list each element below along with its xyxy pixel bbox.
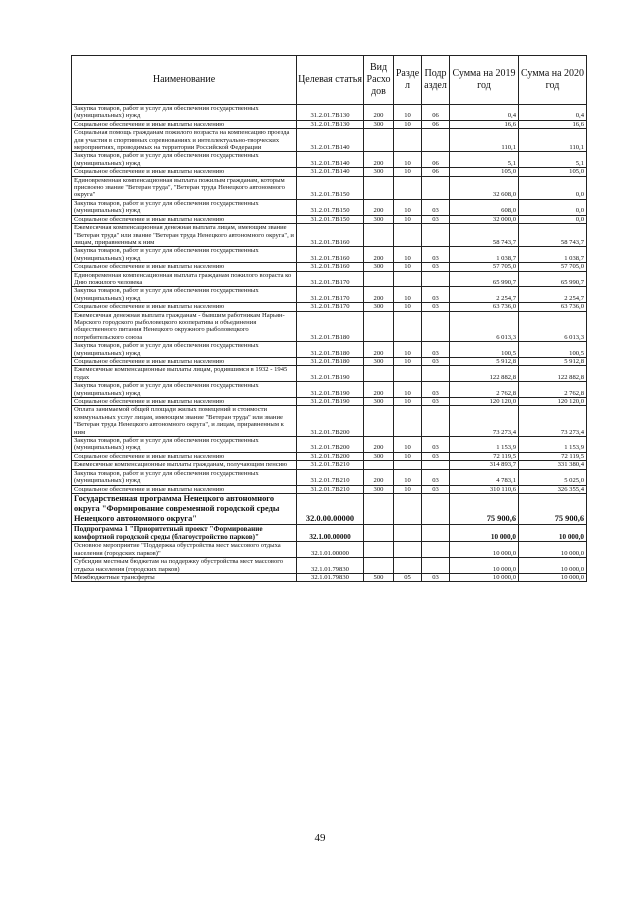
cell-sum-2020: 6 013,3 <box>519 311 587 342</box>
cell-subsection: 06 <box>422 168 450 176</box>
cell-subsection: 03 <box>422 215 450 223</box>
cell-sum-2019: 32 608,0 <box>450 176 519 199</box>
cell-expense-type <box>364 129 394 152</box>
cell-expense-type: 300 <box>364 358 394 366</box>
cell-name: Государственная программа Ненецкого автономного округа "Формирование современной городской среды Ненецкого автономного округа" <box>72 493 297 524</box>
cell-section <box>394 524 422 541</box>
table-body <box>72 105 587 582</box>
cell-sum-2019: 72 119,5 <box>450 452 519 460</box>
cell-section <box>394 542 422 558</box>
cell-section <box>394 176 422 199</box>
cell-target-article: 31.2.01.7В190 <box>297 382 364 398</box>
table-row <box>72 366 587 382</box>
cell-sum-2020: 331 380,4 <box>519 461 587 469</box>
cell-expense-type: 200 <box>364 105 394 121</box>
page-number: 49 <box>314 832 326 844</box>
cell-section: 10 <box>394 199 422 215</box>
cell-target-article: 31.2.01.7В150 <box>297 176 364 199</box>
cell-sum-2020: 0,4 <box>519 105 587 121</box>
budget-table <box>71 55 587 582</box>
cell-sum-2019: 10 000,0 <box>450 558 519 574</box>
cell-sum-2020: 10 000,0 <box>519 524 587 541</box>
header-sum-2019: Сумма на 2019 год <box>450 56 519 105</box>
cell-expense-type: 300 <box>364 452 394 460</box>
cell-sum-2020: 0,0 <box>519 215 587 223</box>
cell-sum-2020: 110,1 <box>519 129 587 152</box>
cell-sum-2020: 105,0 <box>519 168 587 176</box>
cell-section: 10 <box>394 398 422 406</box>
cell-sum-2019: 0,4 <box>450 105 519 121</box>
cell-expense-type: 300 <box>364 215 394 223</box>
cell-name: Закупка товаров, работ и услуг для обеспечения государственных (муниципальных) нужд <box>72 105 297 121</box>
cell-target-article: 32.1.01.79830 <box>297 573 364 581</box>
cell-expense-type <box>364 558 394 574</box>
cell-expense-type <box>364 461 394 469</box>
cell-section: 10 <box>394 485 422 493</box>
cell-section <box>394 129 422 152</box>
cell-name: Закупка товаров, работ и услуг для обеспечения государственных (муниципальных) нужд <box>72 342 297 358</box>
cell-section <box>394 271 422 287</box>
cell-name: Социальное обеспечение и иные выплаты населению <box>72 120 297 128</box>
table-row <box>72 199 587 215</box>
cell-sum-2019: 120 120,0 <box>450 398 519 406</box>
table-row <box>72 524 587 541</box>
cell-target-article: 31.2.01.7В190 <box>297 398 364 406</box>
cell-section <box>394 558 422 574</box>
cell-target-article: 31.2.01.7В190 <box>297 366 364 382</box>
cell-target-article: 31.2.01.7В210 <box>297 469 364 485</box>
cell-subsection <box>422 311 450 342</box>
cell-subsection: 03 <box>422 247 450 263</box>
cell-subsection: 03 <box>422 342 450 358</box>
cell-target-article: 31.2.01.7В150 <box>297 215 364 223</box>
cell-section: 10 <box>394 168 422 176</box>
cell-name: Закупка товаров, работ и услуг для обеспечения государственных (муниципальных) нужд <box>72 469 297 485</box>
cell-sum-2020: 5 025,0 <box>519 469 587 485</box>
cell-section <box>394 311 422 342</box>
table-row <box>72 168 587 176</box>
cell-subsection: 03 <box>422 358 450 366</box>
table-row <box>72 152 587 168</box>
cell-sum-2019: 110,1 <box>450 129 519 152</box>
cell-sum-2019: 10 000,0 <box>450 573 519 581</box>
cell-sum-2020: 10 000,0 <box>519 542 587 558</box>
cell-sum-2019: 75 900,6 <box>450 493 519 524</box>
cell-sum-2020: 73 273,4 <box>519 406 587 437</box>
cell-expense-type: 300 <box>364 120 394 128</box>
cell-section <box>394 224 422 247</box>
cell-section: 10 <box>394 287 422 303</box>
table-row <box>72 311 587 342</box>
cell-sum-2019: 65 990,7 <box>450 271 519 287</box>
table-row <box>72 271 587 287</box>
cell-subsection: 03 <box>422 287 450 303</box>
table-row <box>72 263 587 271</box>
cell-sum-2020: 10 000,0 <box>519 558 587 574</box>
cell-expense-type: 300 <box>364 263 394 271</box>
cell-subsection: 03 <box>422 382 450 398</box>
cell-section: 10 <box>394 469 422 485</box>
table-row <box>72 469 587 485</box>
cell-sum-2020: 0,0 <box>519 176 587 199</box>
cell-name: Социальное обеспечение и иные выплаты населению <box>72 358 297 366</box>
cell-target-article: 31.2.01.7В180 <box>297 342 364 358</box>
cell-target-article: 31.2.01.7В170 <box>297 287 364 303</box>
cell-name: Подпрограмма 1 "Приоритетный проект "Формирование комфортной городской среды (благоустройство парков)" <box>72 524 297 541</box>
cell-target-article: 31.2.01.7В170 <box>297 303 364 311</box>
cell-expense-type: 200 <box>364 437 394 453</box>
cell-section: 10 <box>394 215 422 223</box>
cell-subsection: 06 <box>422 120 450 128</box>
cell-sum-2020: 5,1 <box>519 152 587 168</box>
cell-sum-2020: 58 743,7 <box>519 224 587 247</box>
cell-subsection: 03 <box>422 303 450 311</box>
cell-target-article: 31.2.01.7В200 <box>297 452 364 460</box>
cell-expense-type <box>364 176 394 199</box>
cell-name: Социальное обеспечение и иные выплаты населению <box>72 303 297 311</box>
table-row <box>72 303 587 311</box>
cell-section: 05 <box>394 573 422 581</box>
cell-sum-2020: 326 355,4 <box>519 485 587 493</box>
table-row <box>72 542 587 558</box>
cell-sum-2020: 5 912,8 <box>519 358 587 366</box>
cell-target-article: 31.2.01.7В180 <box>297 311 364 342</box>
cell-name: Единовременная компенсационная выплата пожилым гражданам, которым присвоено звание "Ветеран труда", "Ветеран труда Ненецкого автономного округа" <box>72 176 297 199</box>
cell-expense-type <box>364 311 394 342</box>
cell-expense-type <box>364 366 394 382</box>
cell-section: 10 <box>394 452 422 460</box>
cell-section <box>394 461 422 469</box>
cell-name: Ежемесячные компенсационные выплаты лицам, родившимся в 1932 - 1945 годах <box>72 366 297 382</box>
cell-sum-2019: 4 783,1 <box>450 469 519 485</box>
cell-sum-2019: 1 038,7 <box>450 247 519 263</box>
cell-expense-type <box>364 493 394 524</box>
cell-name: Закупка товаров, работ и услуг для обеспечения государственных (муниципальных) нужд <box>72 247 297 263</box>
cell-expense-type: 200 <box>364 342 394 358</box>
header-section: Разде л <box>394 56 422 105</box>
cell-expense-type: 500 <box>364 573 394 581</box>
cell-target-article: 31.2.01.7В130 <box>297 120 364 128</box>
table-row <box>72 176 587 199</box>
cell-section: 10 <box>394 358 422 366</box>
cell-section: 10 <box>394 105 422 121</box>
cell-sum-2020: 57 705,0 <box>519 263 587 271</box>
cell-sum-2020: 65 990,7 <box>519 271 587 287</box>
header-target-article: Целевая статья <box>297 56 364 105</box>
cell-sum-2020: 2 254,7 <box>519 287 587 303</box>
cell-target-article: 31.2.01.7В180 <box>297 358 364 366</box>
cell-target-article: 32.1.00.00000 <box>297 524 364 541</box>
table-header-row <box>72 56 587 105</box>
cell-target-article: 31.2.01.7В130 <box>297 105 364 121</box>
cell-subsection: 03 <box>422 452 450 460</box>
cell-sum-2019: 5 912,8 <box>450 358 519 366</box>
table-row <box>72 120 587 128</box>
cell-target-article: 31.2.01.7В210 <box>297 461 364 469</box>
cell-sum-2020: 10 000,0 <box>519 573 587 581</box>
cell-sum-2019: 100,5 <box>450 342 519 358</box>
cell-expense-type: 200 <box>364 469 394 485</box>
cell-expense-type <box>364 524 394 541</box>
cell-subsection <box>422 558 450 574</box>
cell-subsection <box>422 493 450 524</box>
cell-target-article: 31.2.01.7В140 <box>297 129 364 152</box>
cell-expense-type <box>364 224 394 247</box>
cell-name: Ежемесячная денежная выплата гражданам - бывшим работникам Нарьян-Марского городского рыболовецкого кооператива и объединения общественного питания Ненецкого окружного рыболовецкого потребительского союза <box>72 311 297 342</box>
cell-sum-2020: 63 736,0 <box>519 303 587 311</box>
cell-name: Закупка товаров, работ и услуг для обеспечения государственных (муниципальных) нужд <box>72 199 297 215</box>
table-row <box>72 287 587 303</box>
cell-sum-2020: 2 762,8 <box>519 382 587 398</box>
cell-expense-type: 200 <box>364 152 394 168</box>
cell-section: 10 <box>394 382 422 398</box>
cell-sum-2019: 63 736,0 <box>450 303 519 311</box>
cell-subsection <box>422 129 450 152</box>
cell-expense-type: 300 <box>364 485 394 493</box>
cell-subsection: 03 <box>422 263 450 271</box>
cell-sum-2019: 10 000,0 <box>450 542 519 558</box>
cell-target-article: 31.2.01.7В150 <box>297 199 364 215</box>
cell-sum-2019: 57 705,0 <box>450 263 519 271</box>
cell-name: Социальное обеспечение и иные выплаты населению <box>72 398 297 406</box>
cell-sum-2019: 16,6 <box>450 120 519 128</box>
cell-sum-2019: 122 882,8 <box>450 366 519 382</box>
cell-subsection: 03 <box>422 398 450 406</box>
cell-name: Субсидии местным бюджетам на поддержку обустройства мест массового отдыха населения (городских парков) <box>72 558 297 574</box>
table-row <box>72 573 587 581</box>
cell-subsection <box>422 366 450 382</box>
cell-name: Закупка товаров, работ и услуг для обеспечения государственных (муниципальных) нужд <box>72 152 297 168</box>
cell-name: Социальное обеспечение и иные выплаты населению <box>72 452 297 460</box>
cell-section: 10 <box>394 263 422 271</box>
header-sum-2020: Сумма на 2020 год <box>519 56 587 105</box>
cell-name: Единовременная компенсационная выплата гражданам пожилого возраста ко Дню пожилого человека <box>72 271 297 287</box>
cell-sum-2020: 100,5 <box>519 342 587 358</box>
cell-section <box>394 366 422 382</box>
cell-expense-type <box>364 542 394 558</box>
table-row <box>72 485 587 493</box>
cell-target-article: 31.2.01.7В140 <box>297 168 364 176</box>
cell-target-article: 32.1.01.00000 <box>297 542 364 558</box>
table-row <box>72 358 587 366</box>
cell-expense-type: 200 <box>364 199 394 215</box>
cell-target-article: 31.2.01.7В200 <box>297 406 364 437</box>
cell-expense-type: 200 <box>364 247 394 263</box>
cell-expense-type <box>364 406 394 437</box>
table-row <box>72 129 587 152</box>
cell-expense-type: 300 <box>364 398 394 406</box>
cell-name: Межбюджетные трансферты <box>72 573 297 581</box>
cell-expense-type: 200 <box>364 287 394 303</box>
cell-sum-2019: 608,0 <box>450 199 519 215</box>
cell-subsection <box>422 461 450 469</box>
cell-name: Социальная помощь гражданам пожилого возраста на компенсацию проезда для участия в спортивных соревнованиях и интеллектуально-творческих мероприятиях, проводимых на территории Российской Федерации <box>72 129 297 152</box>
cell-section <box>394 406 422 437</box>
cell-name: Социальное обеспечение и иные выплаты населению <box>72 168 297 176</box>
cell-expense-type: 300 <box>364 168 394 176</box>
cell-section: 10 <box>394 247 422 263</box>
cell-target-article: 31.2.01.7В160 <box>297 263 364 271</box>
cell-name: Оплата занимаемой общей площади жилых помещений и стоимости коммунальных услуг лицам, имеющим звание "Ветеран труда" или звание "Ветеран труда Ненецкого автономного округа", и лицам, приравненным к ним <box>72 406 297 437</box>
cell-subsection: 06 <box>422 152 450 168</box>
cell-sum-2019: 5,1 <box>450 152 519 168</box>
cell-name: Социальное обеспечение и иные выплаты населению <box>72 215 297 223</box>
cell-name: Закупка товаров, работ и услуг для обеспечения государственных (муниципальных) нужд <box>72 382 297 398</box>
cell-section: 10 <box>394 437 422 453</box>
table-row <box>72 382 587 398</box>
cell-sum-2020: 120 120,0 <box>519 398 587 406</box>
table-row <box>72 452 587 460</box>
cell-subsection: 03 <box>422 199 450 215</box>
table-row <box>72 493 587 524</box>
table-row <box>72 247 587 263</box>
cell-name: Социальное обеспечение и иные выплаты населению <box>72 263 297 271</box>
table-row <box>72 342 587 358</box>
cell-sum-2020: 122 882,8 <box>519 366 587 382</box>
cell-expense-type: 300 <box>364 303 394 311</box>
cell-subsection <box>422 271 450 287</box>
table-row <box>72 398 587 406</box>
table-row <box>72 105 587 121</box>
cell-expense-type <box>364 271 394 287</box>
cell-sum-2020: 16,6 <box>519 120 587 128</box>
cell-sum-2019: 2 762,8 <box>450 382 519 398</box>
cell-name: Основное мероприятие "Поддержка обустройства мест массового отдыха населения (городских парков)" <box>72 542 297 558</box>
cell-subsection <box>422 224 450 247</box>
cell-subsection: 06 <box>422 105 450 121</box>
cell-subsection: 03 <box>422 437 450 453</box>
cell-sum-2019: 32 000,0 <box>450 215 519 223</box>
header-name: Наименование <box>72 56 297 105</box>
cell-sum-2019: 310 110,6 <box>450 485 519 493</box>
cell-target-article: 31.2.01.7В160 <box>297 247 364 263</box>
cell-subsection <box>422 542 450 558</box>
cell-target-article: 32.1.01.79830 <box>297 558 364 574</box>
cell-target-article: 31.2.01.7В160 <box>297 224 364 247</box>
header-subsection: Подр аздел <box>422 56 450 105</box>
cell-sum-2019: 1 153,9 <box>450 437 519 453</box>
table-row <box>72 461 587 469</box>
table-row <box>72 558 587 574</box>
cell-name: Закупка товаров, работ и услуг для обеспечения государственных (муниципальных) нужд <box>72 437 297 453</box>
cell-target-article: 31.2.01.7В140 <box>297 152 364 168</box>
cell-subsection <box>422 176 450 199</box>
cell-sum-2020: 1 153,9 <box>519 437 587 453</box>
cell-sum-2020: 72 119,5 <box>519 452 587 460</box>
cell-section <box>394 493 422 524</box>
cell-target-article: 32.0.00.00000 <box>297 493 364 524</box>
cell-section: 10 <box>394 120 422 128</box>
cell-sum-2019: 314 893,7 <box>450 461 519 469</box>
cell-sum-2019: 58 743,7 <box>450 224 519 247</box>
cell-sum-2019: 6 013,3 <box>450 311 519 342</box>
budget-table-container <box>71 55 586 582</box>
cell-section: 10 <box>394 342 422 358</box>
cell-subsection: 03 <box>422 573 450 581</box>
cell-sum-2019: 105,0 <box>450 168 519 176</box>
cell-target-article: 31.2.01.7В210 <box>297 485 364 493</box>
cell-subsection <box>422 406 450 437</box>
cell-subsection: 03 <box>422 469 450 485</box>
cell-sum-2020: 1 038,7 <box>519 247 587 263</box>
table-row <box>72 224 587 247</box>
cell-section: 10 <box>394 303 422 311</box>
cell-name: Закупка товаров, работ и услуг для обеспечения государственных (муниципальных) нужд <box>72 287 297 303</box>
cell-name: Социальное обеспечение и иные выплаты населению <box>72 485 297 493</box>
cell-expense-type: 200 <box>364 382 394 398</box>
header-expense-type: Вид Расхо дов <box>364 56 394 105</box>
cell-name: Ежемесячные компенсационные выплаты гражданам, получающим пенсию <box>72 461 297 469</box>
cell-sum-2019: 10 000,0 <box>450 524 519 541</box>
cell-sum-2020: 0,0 <box>519 199 587 215</box>
cell-subsection: 03 <box>422 485 450 493</box>
cell-target-article: 31.2.01.7В200 <box>297 437 364 453</box>
cell-sum-2020: 75 900,6 <box>519 493 587 524</box>
cell-name: Ежемесячная компенсационная денежная выплата лицам, имеющим звание "Ветеран труда" или звание "Ветеран труда Ненецкого автономного округа", и лицам, приравненным к ним <box>72 224 297 247</box>
table-row <box>72 215 587 223</box>
cell-target-article: 31.2.01.7В170 <box>297 271 364 287</box>
cell-sum-2019: 73 273,4 <box>450 406 519 437</box>
cell-subsection <box>422 524 450 541</box>
table-row <box>72 437 587 453</box>
table-row <box>72 406 587 437</box>
cell-section: 10 <box>394 152 422 168</box>
cell-sum-2019: 2 254,7 <box>450 287 519 303</box>
